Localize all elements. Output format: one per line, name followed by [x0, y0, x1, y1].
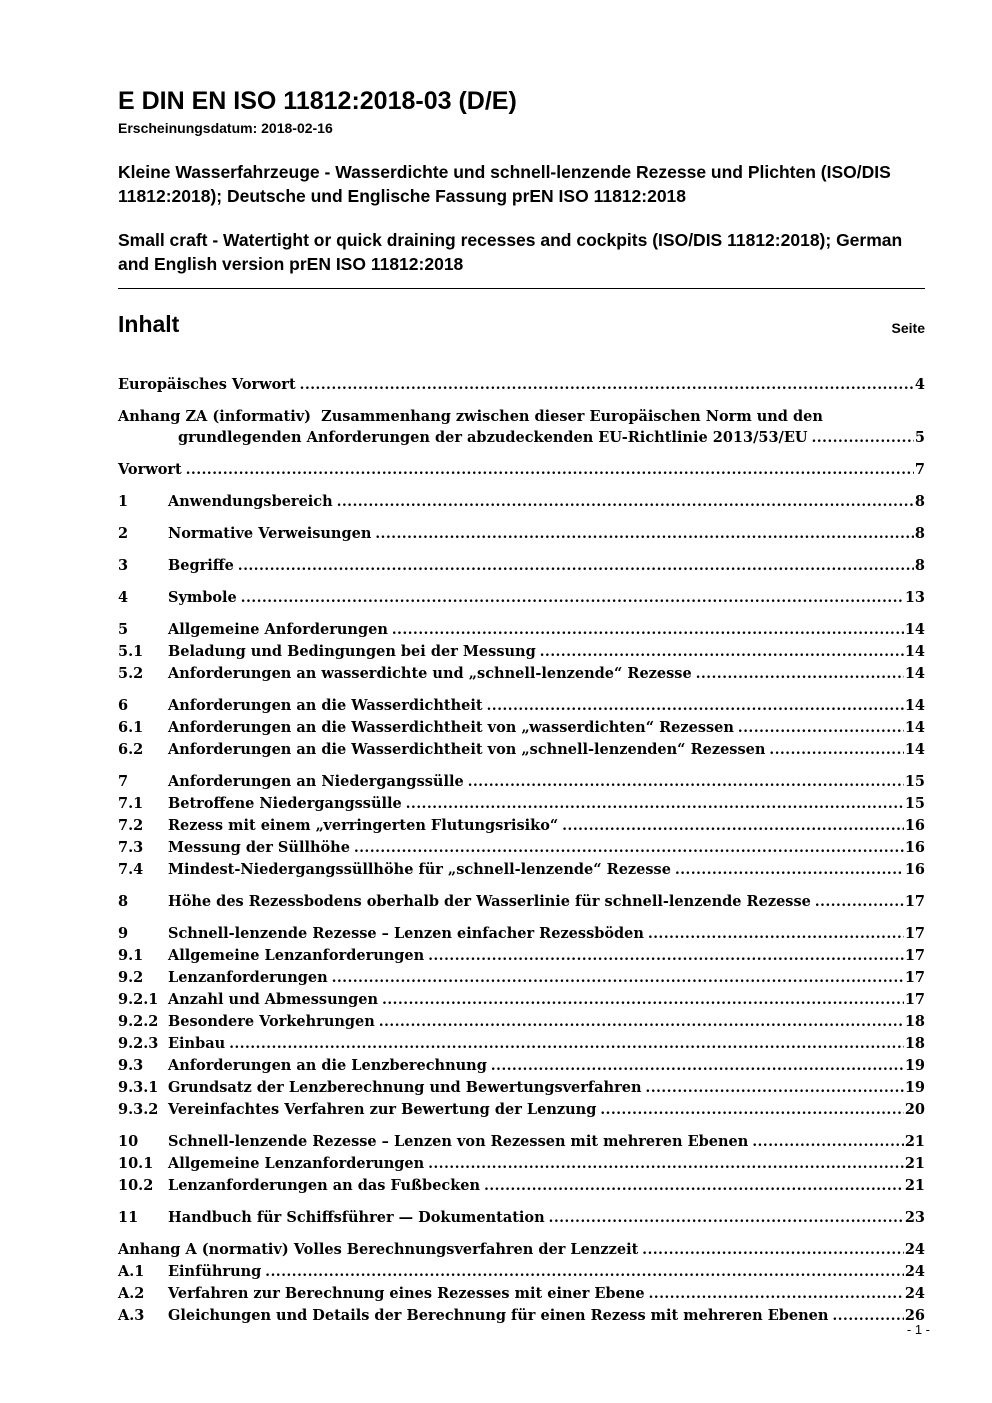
toc-entry-number: 10.1 — [118, 1155, 154, 1172]
toc-entry-label: Anwendungsbereich — [168, 493, 333, 510]
toc-entry-page: 16 — [904, 861, 925, 878]
toc-leader-dots — [696, 663, 904, 685]
toc-entry-page: 14 — [904, 741, 925, 758]
toc-entry — [118, 923, 925, 945]
toc-leader-dots — [491, 1055, 904, 1077]
toc-leader-dots — [600, 1099, 903, 1121]
toc-leader-dots — [812, 427, 914, 449]
toc-entry-page: 17 — [904, 969, 925, 986]
toc-leader-dots — [752, 1131, 904, 1153]
toc-entry-number: 6.1 — [118, 719, 144, 736]
toc-entry-page: 8 — [914, 557, 925, 574]
toc-entry-page: 15 — [904, 795, 925, 812]
toc-entry-label: Anforderungen an die Wasserdichtheit von „wasserdichten“ Rezessen — [168, 719, 734, 736]
toc-entry — [118, 1153, 925, 1175]
toc-entry-label: Gleichungen und Details der Berechnung für einen Rezess mit mehreren Ebenen — [168, 1307, 829, 1324]
toc-entry-label: Vorwort — [118, 461, 182, 478]
toc-entry — [118, 641, 925, 663]
toc-entry-page: 17 — [904, 991, 925, 1008]
toc-entry-number: 9.2.3 — [118, 1035, 159, 1052]
toc-entry — [118, 1175, 925, 1197]
toc-leader-dots — [468, 771, 904, 793]
footer-page-number: - 1 - — [906, 1322, 930, 1337]
title-german: Kleine Wasserfahrzeuge - Wasserdichte und schnell-lenzende Rezesse und Plichten (ISO/DIS 11812:2018); Deutsche und Englische Fassung prEN ISO 11812:2018 — [118, 162, 891, 206]
toc-entry — [118, 771, 925, 793]
toc-leader-dots — [815, 891, 904, 913]
toc-leader-dots — [832, 1305, 903, 1327]
toc-entry-label: Einbau — [168, 1035, 226, 1052]
toc-entry — [118, 1207, 925, 1229]
toc-entry-label: Besondere Vorkehrungen — [168, 1013, 375, 1030]
toc-entry-label: Anforderungen an wasserdichte und „schnell-lenzende“ Rezesse — [168, 665, 692, 682]
toc-entry-number: 3 — [118, 557, 129, 574]
toc-entry-label: Rezess mit einem „verringerten Flutungsrisiko“ — [168, 817, 559, 834]
toc-entry-label: Normative Verweisungen — [168, 525, 372, 542]
toc-entry-page: 5 — [914, 429, 925, 446]
toc-entry-number: 5.1 — [118, 643, 144, 660]
toc-entry — [118, 555, 925, 577]
toc-entry — [118, 717, 925, 739]
toc-leader-dots — [186, 459, 914, 481]
toc-leader-dots — [562, 815, 904, 837]
toc-entry-page: 8 — [914, 525, 925, 542]
toc-entry-number: 7.2 — [118, 817, 144, 834]
toc-entry-page: 24 — [904, 1285, 925, 1302]
toc-leader-dots — [238, 555, 914, 577]
toc-leader-dots — [769, 739, 903, 761]
toc-entry-number: 10.2 — [118, 1177, 154, 1194]
toc-entry-page: 21 — [904, 1155, 925, 1172]
toc-leader-dots — [354, 837, 904, 859]
toc-entry — [118, 459, 925, 481]
toc-entry — [118, 1077, 925, 1099]
toc-entry — [118, 1033, 925, 1055]
toc-entry — [118, 1283, 925, 1305]
toc-leader-dots — [648, 923, 904, 945]
toc-entry-label: Messung der Süllhöhe — [168, 839, 350, 856]
toc-entry-page: 14 — [904, 643, 925, 660]
toc-entry-number: 7.3 — [118, 839, 144, 856]
toc-entry-label: Anhang A (normativ) Volles Berechnungsverfahren der Lenzzeit — [118, 1241, 639, 1258]
toc-entry-number: 5 — [118, 621, 129, 638]
toc-header-row — [118, 311, 925, 338]
toc-entry-page: 21 — [904, 1177, 925, 1194]
toc-entry-page: 21 — [904, 1133, 925, 1150]
toc-entry-label: Grundsatz der Lenzberechnung und Bewertungsverfahren — [168, 1079, 642, 1096]
toc-entry-page: 17 — [904, 925, 925, 942]
toc-entry — [118, 891, 925, 913]
toc-entry-page: 20 — [904, 1101, 925, 1118]
toc-entry-label: grundlegenden Anforderungen der abzudeckenden EU-Richtlinie 2013/53/EU — [178, 429, 808, 446]
toc-entry — [118, 1239, 925, 1261]
toc-leader-dots — [379, 1011, 904, 1033]
toc-entry-label: Lenzanforderungen an das Fußbecken — [168, 1177, 481, 1194]
toc-entry-page: 18 — [904, 1013, 925, 1030]
toc-entry-page: 14 — [904, 621, 925, 638]
toc-entry-label: Anforderungen an die Wasserdichtheit — [168, 697, 483, 714]
toc-entry-label: Verfahren zur Berechnung eines Rezesses mit einer Ebene — [168, 1285, 645, 1302]
toc-entry — [118, 1305, 925, 1327]
toc-entry-number: 6 — [118, 697, 129, 714]
toc-entry-number: 9.1 — [118, 947, 144, 964]
toc-entry — [118, 815, 925, 837]
toc-leader-dots — [265, 1261, 904, 1283]
toc-entry-label: Höhe des Rezessbodens oberhalb der Wasserlinie für schnell-lenzende Rezesse — [168, 893, 811, 910]
toc-entry-number: A.3 — [118, 1307, 145, 1324]
toc-entry-label: Anzahl und Abmessungen — [168, 991, 379, 1008]
toc-leader-dots — [642, 1239, 904, 1261]
toc-leader-dots — [428, 945, 904, 967]
toc-entry-label: Mindest-Niedergangssüllhöhe für „schnell-lenzende“ Rezesse — [168, 861, 671, 878]
toc-entry-page: 26 — [904, 1307, 925, 1324]
toc-entry-page: 24 — [904, 1241, 925, 1258]
toc-entry — [118, 1261, 925, 1283]
toc-entry-number: 9.3.1 — [118, 1079, 159, 1096]
toc-entry-label: Allgemeine Lenzanforderungen — [168, 947, 425, 964]
toc-leader-dots — [406, 793, 904, 815]
toc-leader-dots — [428, 1153, 904, 1175]
toc-entry-label: Europäisches Vorwort — [118, 376, 296, 393]
toc-entry-label: Anforderungen an die Lenzberechnung — [168, 1057, 487, 1074]
toc-leader-dots — [241, 587, 904, 609]
toc-leader-dots — [487, 695, 904, 717]
toc-leader-dots — [229, 1033, 904, 1055]
toc-entry-number: 1 — [118, 493, 129, 510]
toc-entry-label: Lenzanforderungen — [168, 969, 328, 986]
toc-entry-page: 16 — [904, 817, 925, 834]
toc-entry-number: 7.4 — [118, 861, 144, 878]
toc-entry-page: 16 — [904, 839, 925, 856]
toc-leader-dots — [738, 717, 904, 739]
toc-entry-page: 17 — [904, 893, 925, 910]
toc-entry-number: 9.2.1 — [118, 991, 159, 1008]
toc-entry-page: 14 — [904, 719, 925, 736]
toc-entry-label: Betroffene Niedergangssülle — [168, 795, 402, 812]
toc-entry — [118, 587, 925, 609]
toc-leader-dots — [382, 989, 904, 1011]
toc-entry-page: 14 — [904, 665, 925, 682]
toc-entry-number: 7 — [118, 773, 129, 790]
toc-leader-dots — [332, 967, 904, 989]
toc-entry-label: Anhang ZA (informativ) Zusammenhang zwischen dieser Europäischen Norm und den — [118, 408, 823, 425]
toc-entry — [118, 619, 925, 641]
toc-entry-page: 7 — [914, 461, 925, 478]
toc-leader-dots — [675, 859, 904, 881]
toc-entry-label: Einführung — [168, 1263, 262, 1280]
toc-entry-number: 9.2 — [118, 969, 144, 986]
toc-entry — [118, 793, 925, 815]
toc-entry-label: Anforderungen an die Wasserdichtheit von „schnell-lenzenden“ Rezessen — [168, 741, 766, 758]
toc-leader-dots — [540, 641, 904, 663]
toc-leader-dots — [649, 1283, 904, 1305]
header-divider — [118, 288, 925, 289]
toc-entry-number: 5.2 — [118, 665, 144, 682]
toc-leader-dots — [549, 1207, 904, 1229]
toc-entry — [118, 406, 925, 427]
toc-entry-number: A.2 — [118, 1285, 145, 1302]
title-english: Small craft - Watertight or quick draining recesses and cockpits (ISO/DIS 11812:2018); German and English version prEN ISO 11812:2018 — [118, 230, 903, 274]
toc-page-column-label: Seite — [891, 320, 925, 336]
toc-entry-number: 9.2.2 — [118, 1013, 159, 1030]
toc-entry-number: 7.1 — [118, 795, 144, 812]
toc-entry-label: Handbuch für Schiffsführer — Dokumentation — [168, 1209, 545, 1226]
toc-entry — [118, 859, 925, 881]
toc-entry — [118, 1011, 925, 1033]
toc-entry — [118, 1055, 925, 1077]
toc-entry-label: Schnell-lenzende Rezesse – Lenzen einfacher Rezessböden — [168, 925, 644, 942]
toc-entry — [118, 945, 925, 967]
toc-entry-number: 9 — [118, 925, 129, 942]
toc-entry-number: 8 — [118, 893, 129, 910]
toc-entry — [118, 427, 925, 449]
toc-entry-label: Begriffe — [168, 557, 234, 574]
toc-entry-label: Allgemeine Lenzanforderungen — [168, 1155, 425, 1172]
doc-number: E DIN EN ISO 11812:2018-03 (D/E) — [118, 87, 517, 115]
toc-leader-dots — [375, 523, 914, 545]
toc-entry-page: 13 — [904, 589, 925, 606]
toc-entry — [118, 374, 925, 396]
toc-entry-page: 19 — [904, 1057, 925, 1074]
toc-entry-page: 8 — [914, 493, 925, 510]
toc-entry-label: Allgemeine Anforderungen — [168, 621, 388, 638]
toc-entry-label: Symbole — [168, 589, 237, 606]
table-of-contents — [118, 374, 925, 1327]
toc-entry — [118, 739, 925, 761]
toc-entry — [118, 989, 925, 1011]
toc-entry-page: 23 — [904, 1209, 925, 1226]
toc-entry — [118, 1131, 925, 1153]
toc-entry-page: 24 — [904, 1263, 925, 1280]
toc-leader-dots — [300, 374, 914, 396]
toc-entry-number: 6.2 — [118, 741, 144, 758]
toc-entry-page: 17 — [904, 947, 925, 964]
toc-entry-page: 14 — [904, 697, 925, 714]
toc-entry-number: 10 — [118, 1133, 139, 1150]
document-header — [118, 88, 925, 276]
toc-entry-label: Anforderungen an Niedergangssülle — [168, 773, 464, 790]
toc-entry-page: 4 — [914, 376, 925, 393]
toc-entry-label: Vereinfachtes Verfahren zur Bewertung der Lenzung — [168, 1101, 597, 1118]
toc-entry — [118, 837, 925, 859]
toc-entry-label: Schnell-lenzende Rezesse – Lenzen von Rezessen mit mehreren Ebenen — [168, 1133, 749, 1150]
toc-leader-dots — [392, 619, 904, 641]
toc-entry — [118, 491, 925, 513]
toc-entry-page: 19 — [904, 1079, 925, 1096]
toc-entry-page: 15 — [904, 773, 925, 790]
toc-entry — [118, 1099, 925, 1121]
toc-entry — [118, 523, 925, 545]
toc-leader-dots — [646, 1077, 904, 1099]
publication-date: Erscheinungsdatum: 2018-02-16 — [118, 120, 333, 136]
toc-entry — [118, 663, 925, 685]
toc-heading: Inhalt — [118, 311, 180, 337]
toc-leader-dots — [484, 1175, 904, 1197]
toc-leader-dots — [337, 491, 914, 513]
toc-entry-number: 11 — [118, 1209, 139, 1226]
toc-entry-number: A.1 — [118, 1263, 145, 1280]
toc-entry-number: 9.3.2 — [118, 1101, 159, 1118]
toc-entry-page: 18 — [904, 1035, 925, 1052]
toc-entry-number: 2 — [118, 525, 129, 542]
toc-entry — [118, 967, 925, 989]
toc-entry-number: 4 — [118, 589, 129, 606]
toc-entry-number: 9.3 — [118, 1057, 144, 1074]
toc-entry — [118, 695, 925, 717]
toc-entry-label: Beladung und Bedingungen bei der Messung — [168, 643, 536, 660]
